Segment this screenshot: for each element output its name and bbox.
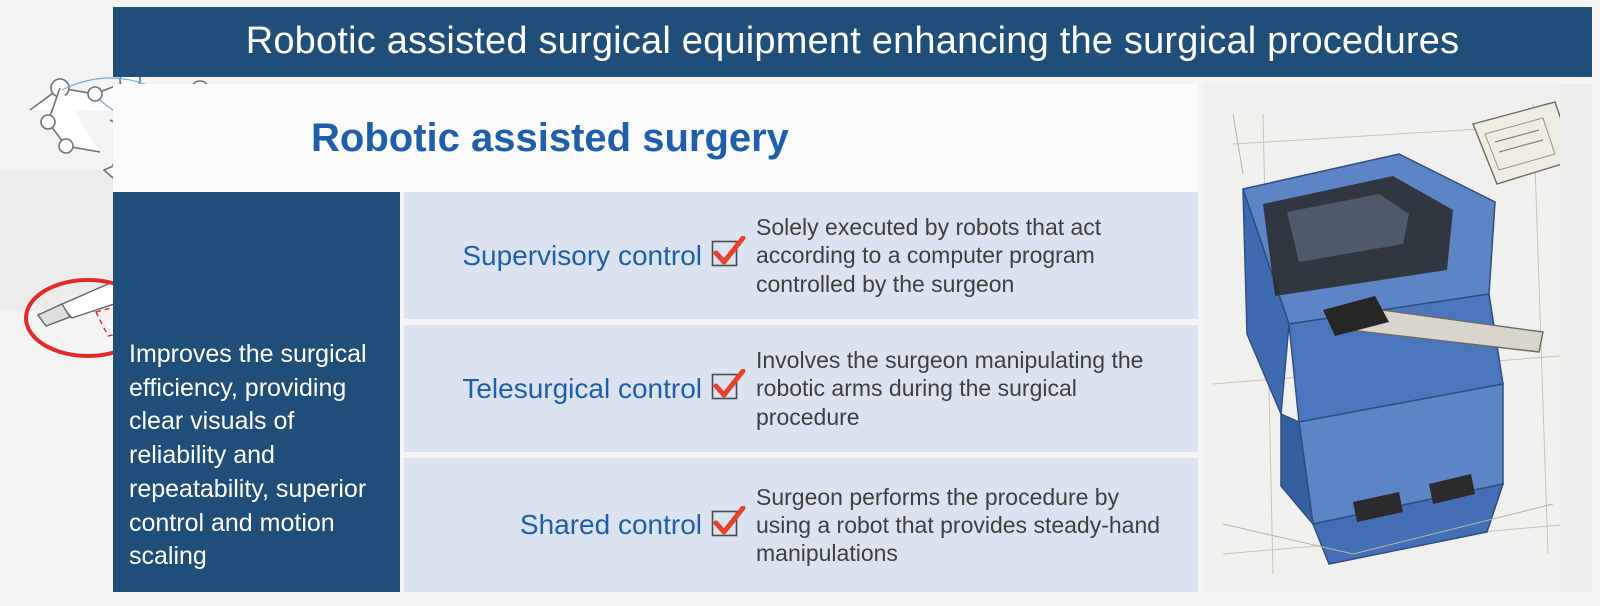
list-item[interactable] [404,192,1198,322]
left-summary-panel [113,192,400,592]
right-edge-strip [1560,84,1592,592]
row-label: Shared control [519,509,702,540]
row-label-group [404,506,756,545]
row-label: Supervisory control [462,239,702,271]
row-description: Involves the surgeon manipulating the robotic arms during the surgical procedure [756,347,1144,430]
row-description: Surgeon performs the procedure by using a robot that provides steady-hand manipulations [756,483,1161,567]
subtitle-text: Robotic assisted surgery [311,115,789,160]
left-summary-text: Improves the surgical efficiency, providing clear visuals of reliability and repeatability, superior control and motion scaling [129,339,367,571]
row-label-group [404,369,756,408]
page-title: Robotic assisted surgical equipment enhancing the surgical procedures [245,20,1460,63]
red-check-icon [710,506,746,545]
row-description: Solely executed by robots that act according to a computer program controlled by the surgeon [756,214,1102,297]
row-label-group [404,236,756,275]
list-item[interactable] [404,458,1198,592]
red-check-icon [710,369,746,408]
red-check-icon [710,236,746,275]
surgical-console-sketch-icon [1203,84,1592,592]
subtitle-bar [113,84,1198,192]
control-types-list [404,192,1198,592]
slide-title-bar [113,7,1592,77]
row-label: Telesurgical control [462,372,702,404]
list-item[interactable] [404,325,1198,455]
